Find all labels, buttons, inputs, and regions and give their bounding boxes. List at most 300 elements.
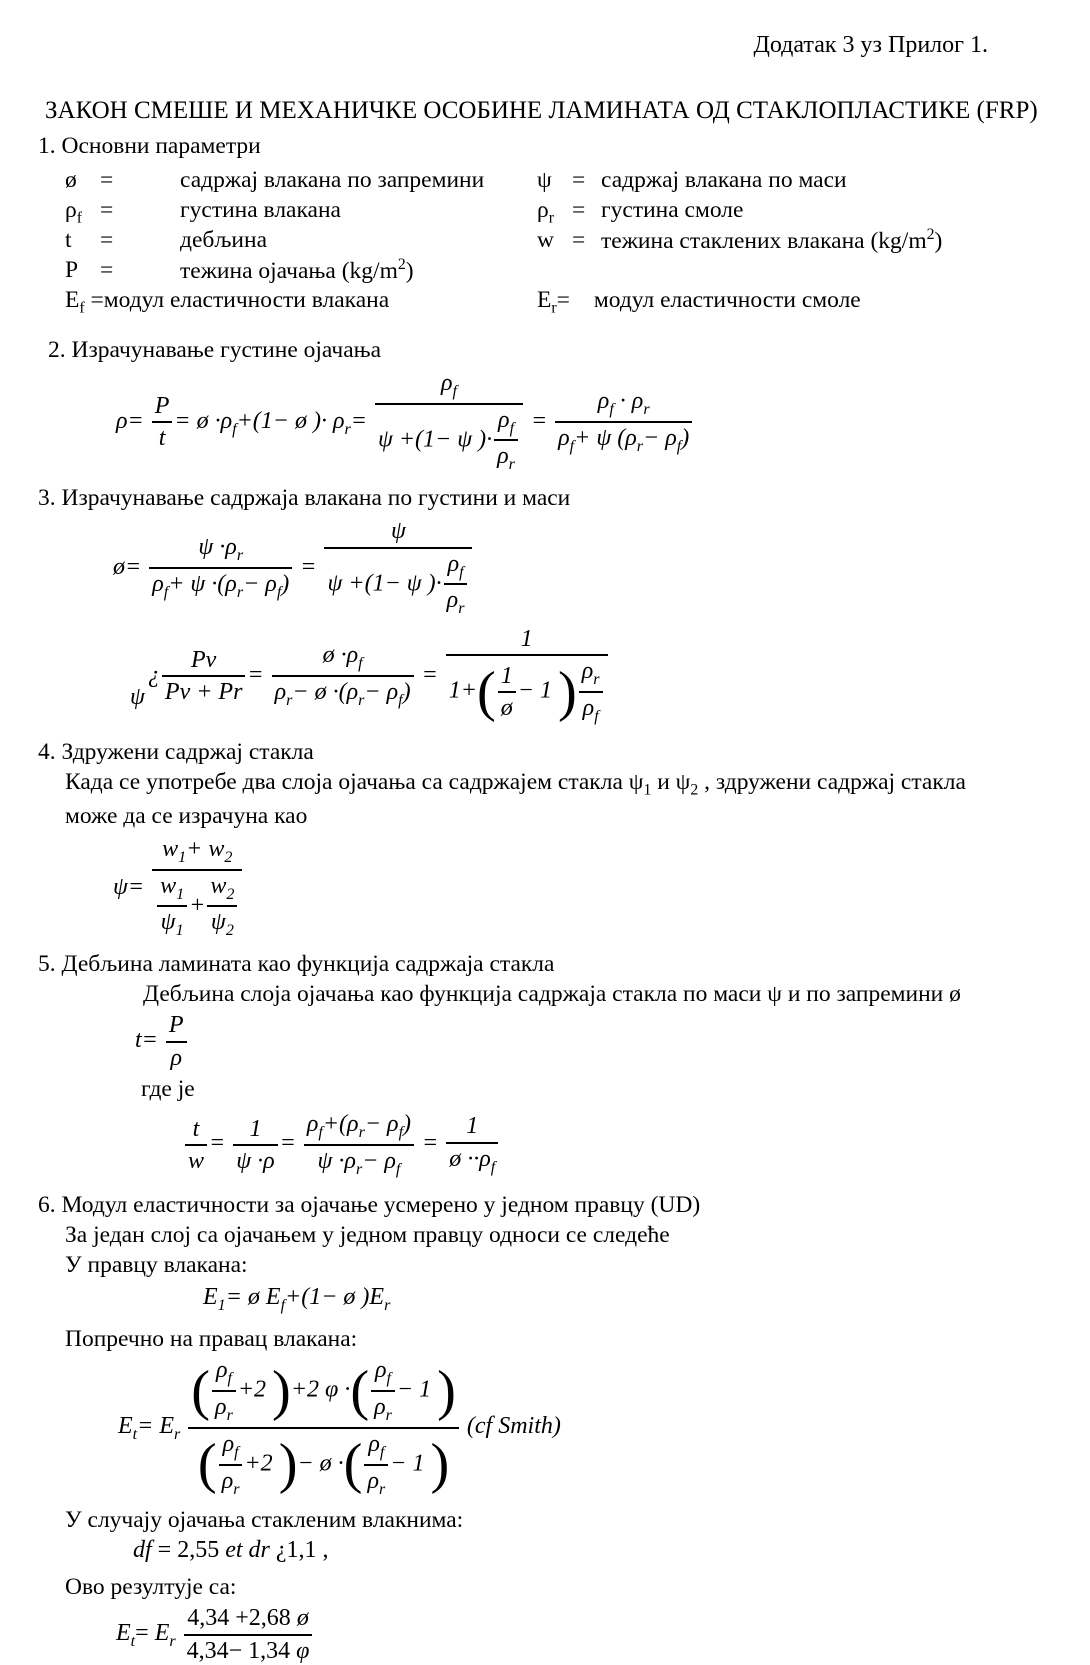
math-subscript: f: [318, 1123, 323, 1141]
math-token: ρ: [440, 369, 453, 396]
paragraph: [65, 767, 1050, 801]
fraction: [205, 872, 239, 942]
denominator: Pv + Pr: [162, 675, 246, 706]
param-equals: =: [572, 166, 586, 193]
where-text: где је: [141, 1076, 195, 1103]
param-symbol: [65, 195, 100, 225]
param-symbol-subscript: f: [79, 299, 85, 317]
math-subscript: r: [169, 1632, 176, 1650]
math-token: ): [681, 425, 690, 452]
param-symbol-subscript: r: [548, 209, 554, 227]
param-symbol-text: E: [537, 286, 552, 313]
param-row: [38, 195, 1050, 225]
math-subscript: t: [132, 1426, 138, 1444]
param-description-superscript: 2: [926, 225, 935, 243]
right-paren: ): [272, 1359, 291, 1422]
param-symbol-text: ρ: [65, 196, 77, 223]
math-token: + ψ ·(ρ: [168, 571, 237, 598]
math-token: = 2,55: [151, 1537, 226, 1564]
math-token: − 1: [517, 677, 558, 704]
math-token: ψ: [160, 909, 176, 936]
math-token: − ρ: [362, 1147, 396, 1174]
math-token: ψ +(1− ψ )·: [377, 425, 493, 452]
math-token: − ρ: [364, 1111, 399, 1138]
math-token: ρ: [597, 388, 610, 415]
math-subscript: f: [509, 419, 515, 437]
math-token: =: [247, 661, 270, 688]
math-token: ρ: [447, 550, 460, 577]
math-subscript: r: [378, 1480, 386, 1498]
math-subscript: r: [508, 456, 515, 474]
numerator: Pv: [191, 646, 217, 673]
math-subscript: f: [398, 1123, 404, 1141]
param-description: густина смоле: [601, 196, 744, 223]
math-token: = ø ·ρ: [174, 407, 233, 434]
formula-thickness-per-weight: [183, 1110, 1050, 1180]
math-token: +(1− ø )· ρ: [236, 407, 345, 434]
numerator: 1: [466, 1113, 479, 1140]
math-token: =: [209, 1130, 232, 1157]
param-equals: =: [100, 226, 114, 253]
numerator: ψ: [391, 518, 406, 545]
math-subscript: 2: [224, 848, 233, 866]
math-subscript: f: [398, 691, 403, 709]
formula-density: [116, 369, 1050, 475]
math-token: + w: [186, 835, 225, 862]
param-symbol: [537, 285, 570, 315]
fraction: [496, 662, 518, 723]
denominator: [219, 1464, 243, 1500]
math-token: et dr: [225, 1537, 270, 1564]
numerator: [207, 872, 237, 906]
math-token: − 1: [390, 1450, 431, 1477]
math-subscript: f: [276, 583, 282, 601]
math-expression: [118, 1357, 561, 1498]
numerator: [579, 657, 603, 691]
param-description: дебљина: [180, 226, 268, 253]
math-token: ρ: [446, 587, 459, 614]
param-symbol: w: [537, 226, 554, 253]
text-subscript: 1: [643, 781, 652, 799]
math-token: · ρ: [613, 388, 644, 415]
math-subscript: f: [227, 1370, 232, 1388]
math-token: 4,34− 1,34: [186, 1637, 297, 1664]
denominator: w: [185, 1144, 207, 1175]
math-token: ψ: [210, 909, 226, 936]
math-token: w: [162, 835, 179, 862]
math-token: ρ: [582, 695, 595, 722]
math-subscript: t: [130, 1632, 136, 1650]
math-token: w: [160, 872, 177, 899]
section-1-heading: 1. Основни параметри: [38, 132, 261, 159]
math-token: + ψ (ρ: [574, 425, 637, 452]
math-token: − ρ: [643, 425, 677, 452]
math-token: − 1: [396, 1376, 438, 1403]
formula-combined-glass-content: [113, 835, 1050, 941]
math-token: ø ·ρ: [322, 642, 359, 669]
param-equals: =: [100, 196, 114, 223]
math-token: φ: [296, 1637, 310, 1664]
param-description-text: тежина стаклених влакана (kg/m: [601, 227, 927, 254]
math-subscript: r: [344, 420, 351, 438]
text-subscript: 2: [690, 781, 699, 799]
fraction: [147, 533, 294, 603]
math-token: =: [135, 1620, 155, 1647]
fraction: [164, 1011, 189, 1072]
fraction: [302, 1110, 416, 1180]
math-subscript: f: [386, 1370, 391, 1388]
math-token: − ρ: [243, 571, 277, 598]
denominator: ø: [498, 691, 516, 722]
math-token: ρ=: [116, 407, 150, 434]
param-symbol-text: E: [65, 286, 80, 313]
math-subscript: 2: [226, 885, 235, 903]
math-subscript: f: [609, 401, 614, 419]
fraction: [186, 1356, 461, 1499]
math-subscript: r: [385, 1406, 392, 1424]
math-token: ø ··ρ: [449, 1145, 491, 1172]
math-token: ρ: [374, 1394, 386, 1421]
math-token: ¿1,1 ,: [269, 1537, 329, 1564]
math-token: E: [118, 1413, 133, 1440]
math-token: +2: [237, 1376, 273, 1403]
math-subscript: 1: [178, 848, 187, 866]
numerator: [272, 641, 414, 675]
param-left: [38, 225, 537, 255]
param-equals: =: [84, 286, 104, 313]
math-subscript: r: [236, 583, 244, 601]
math-token: ψ ·ρ: [198, 534, 237, 561]
math-subscript: 1: [176, 885, 185, 903]
left-paren: (: [343, 1433, 363, 1496]
math-token: ρ: [374, 1357, 387, 1384]
denominator: [157, 905, 187, 941]
numerator: P: [168, 1012, 184, 1039]
math-subscript: r: [233, 1480, 240, 1498]
param-symbol: P: [65, 256, 79, 283]
param-right: [537, 195, 1050, 225]
fraction: [553, 387, 694, 457]
math-token: = ø E: [225, 1283, 281, 1310]
math-expression: [203, 1283, 391, 1314]
section-3-heading: 3. Израчунавање садржаја влакана по густини и маси: [38, 485, 571, 512]
fraction: [270, 641, 416, 711]
formula-fiber-content-volume: [113, 517, 1050, 619]
numerator: [219, 1430, 243, 1464]
numerator: [152, 835, 242, 869]
math-subscript: r: [358, 1123, 365, 1141]
math-token: w: [210, 872, 227, 899]
math-token: E: [154, 1620, 170, 1647]
paragraph: За један слој са ојачањем у једном правцу односи се следеће: [65, 1221, 670, 1248]
math-token: E: [203, 1283, 218, 1310]
math-token: ρ: [222, 1430, 235, 1457]
math-token: ρ: [215, 1357, 228, 1384]
math-subscript: f: [676, 437, 682, 455]
param-description-end: ): [934, 227, 943, 254]
math-subscript: f: [459, 563, 464, 581]
math-token: ø: [296, 1605, 309, 1632]
page-title: ЗАКОН СМЕШЕ И МЕХАНИЧКЕ ОСОБИНЕ ЛАМИНАТА ОД СТАКЛОПЛАСТИКЕ (FRP): [45, 96, 1038, 124]
numerator: [555, 387, 692, 421]
param-row: [38, 165, 1050, 195]
math-token: ): [403, 1111, 412, 1138]
math-subscript: 1: [175, 922, 184, 940]
numerator: [184, 1604, 313, 1633]
math-token: df: [133, 1537, 152, 1564]
right-paren: ): [430, 1433, 450, 1496]
math-subscript: r: [286, 691, 293, 709]
math-expression: [133, 1537, 329, 1563]
fraction: [150, 392, 175, 453]
fraction: [492, 406, 520, 476]
param-equals: =: [100, 256, 114, 283]
fraction: [362, 1430, 390, 1500]
math-token: ø=: [113, 553, 148, 580]
math-subscript: f: [594, 707, 599, 725]
denominator: [375, 403, 523, 476]
param-symbol-subscript: r: [551, 299, 557, 317]
formula-e1: [203, 1282, 1050, 1316]
math-token: +: [189, 891, 206, 918]
math-token: ): [402, 679, 411, 706]
param-description: [180, 255, 414, 285]
math-subscript: f: [163, 583, 169, 601]
math-token: ψ ·ρ: [317, 1147, 356, 1174]
section-4-heading: 4. Здружени садржај стакла: [38, 738, 314, 765]
right-paren: ): [557, 660, 577, 723]
fraction: [577, 657, 605, 727]
text-run: Када се употребе два слоја ојачања са садржајем стакла ψ: [65, 769, 644, 796]
param-description: модул еластичности влакана: [103, 286, 390, 313]
math-subscript: r: [355, 1160, 363, 1178]
fraction: [322, 517, 474, 619]
denominator: [212, 1390, 236, 1426]
math-token: ¿: [147, 661, 160, 688]
param-right: [537, 225, 1050, 255]
param-description: садржај влакана по запремини: [180, 166, 485, 193]
param-row: [38, 255, 1050, 285]
param-symbol-subscript: f: [76, 209, 82, 227]
param-description: садржај влакана по маси: [601, 166, 847, 193]
math-subscript: f: [232, 420, 237, 438]
math-token: ρ: [215, 1394, 227, 1421]
paragraph: У правцу влакана:: [65, 1251, 248, 1278]
section-2-heading: 2. Израчунавање густине ојачања: [48, 336, 382, 363]
math-token: ρ: [368, 1430, 380, 1457]
math-subscript: f: [379, 1443, 385, 1461]
param-description: густина влакана: [180, 196, 341, 223]
param-left: [38, 285, 537, 315]
math-subscript: r: [174, 1426, 181, 1444]
denominator: [555, 421, 692, 457]
denominator: ψ ·ρ: [233, 1144, 277, 1175]
left-paren: (: [477, 660, 496, 723]
formula-thickness: [135, 1011, 1050, 1072]
param-symbol: ø: [65, 166, 77, 193]
denominator: [272, 675, 414, 711]
denominator: [188, 1427, 459, 1500]
right-paren: ): [437, 1359, 456, 1422]
numerator: [304, 1110, 414, 1144]
denominator: [494, 439, 518, 475]
denominator: [364, 1464, 388, 1500]
math-token: 1+: [448, 677, 477, 704]
math-token: =: [421, 661, 444, 688]
math-subscript: r: [236, 547, 244, 565]
math-token: 4,34 +2,68: [187, 1605, 297, 1632]
math-token: =: [300, 553, 323, 580]
fraction: [231, 1115, 279, 1176]
numerator: t: [192, 1115, 200, 1142]
param-symbol-text: ρ: [537, 196, 549, 223]
param-equals: =: [572, 196, 586, 223]
section-5-heading: 5. Дебљина ламината као функција садржаја стакла: [38, 951, 555, 978]
math-token: t=: [135, 1027, 164, 1054]
math-subscript: f: [234, 1443, 239, 1461]
numerator: 1: [520, 626, 533, 653]
math-token: ρ: [367, 1467, 379, 1494]
text-run: и ψ: [651, 769, 691, 796]
param-symbol: [65, 285, 104, 315]
numerator: [212, 1356, 236, 1390]
denominator: [149, 567, 292, 603]
param-equals: =: [556, 286, 570, 313]
math-token: ψ: [130, 684, 145, 711]
numerator: [157, 872, 187, 906]
math-token: ρ: [221, 1467, 234, 1494]
fraction: [160, 646, 248, 707]
param-left: [38, 165, 537, 195]
math-subscript: r: [593, 671, 600, 689]
param-description-superscript: 2: [397, 255, 406, 273]
left-paren: (: [191, 1359, 211, 1422]
numerator: [375, 369, 523, 403]
fraction: [183, 1115, 209, 1176]
formula-et-smith: [118, 1356, 1050, 1499]
math-subscript: f: [490, 1158, 496, 1176]
math-token: − ø ·: [297, 1450, 344, 1477]
formula-et-result: [116, 1604, 1050, 1665]
param-equals: =: [572, 226, 586, 253]
denominator: [371, 1390, 395, 1426]
param-row: [38, 285, 1050, 315]
math-expression: [116, 1605, 314, 1664]
param-description: [601, 225, 942, 255]
denominator: [446, 1142, 498, 1178]
fraction: [210, 1356, 238, 1426]
math-token: +(1− ø )E: [285, 1283, 385, 1310]
math-subscript: f: [280, 1296, 286, 1314]
denominator: [579, 691, 603, 727]
math-subscript: r: [226, 1406, 233, 1424]
paragraph: Ово резултује са:: [65, 1574, 237, 1601]
param-symbol: ψ: [537, 166, 552, 193]
math-subscript: f: [569, 437, 575, 455]
section-6-heading: 6. Модул еластичности за ојачање усмерено у једном правцу (UD): [38, 1191, 701, 1218]
math-token: +(ρ: [322, 1111, 359, 1138]
denominator: [446, 654, 608, 727]
numerator: [188, 1356, 459, 1427]
numerator: P: [154, 392, 170, 419]
fraction: [444, 625, 610, 727]
fraction: [442, 550, 470, 620]
math-token: E: [116, 1620, 131, 1647]
denominator: [152, 869, 242, 942]
math-token: − ø ·(ρ: [292, 679, 359, 706]
param-right: [537, 165, 1050, 195]
numerator: 1: [249, 1115, 262, 1142]
numerator: 1: [500, 662, 513, 689]
math-expression: [113, 835, 244, 940]
math-subscript: r: [643, 401, 650, 419]
param-equals: =: [100, 166, 114, 193]
formula-df: [133, 1535, 1050, 1566]
math-token: =: [350, 407, 373, 434]
formula-fiber-content-mass: [130, 625, 1050, 727]
denominator: t: [152, 421, 173, 452]
left-paren: (: [350, 1359, 370, 1422]
math-expression: [135, 1012, 189, 1071]
math-token: (cf Smith): [466, 1413, 561, 1440]
math-token: ρ: [498, 406, 510, 433]
param-description-end: ): [405, 257, 414, 284]
math-token: =: [279, 1130, 302, 1157]
math-subscript: f: [358, 655, 363, 673]
numerator: [494, 406, 518, 440]
param-row: [38, 225, 1050, 255]
fraction: [444, 1112, 500, 1177]
math-token: ): [281, 571, 290, 598]
math-token: ρ: [558, 425, 570, 452]
math-token: =: [422, 1130, 445, 1157]
denominator: [444, 583, 468, 619]
numerator: [371, 1356, 395, 1390]
math-subscript: r: [358, 691, 365, 709]
header-right: Додатак 3 уз Прилог 1.: [753, 32, 988, 58]
math-subscript: f: [395, 1160, 401, 1178]
math-token: +2 φ ·: [290, 1376, 351, 1403]
right-paren: ): [278, 1433, 298, 1496]
text-run: , здружени садржај стакла: [698, 769, 966, 796]
math-token: − ρ: [364, 679, 399, 706]
denominator: [207, 905, 237, 941]
param-right-empty: [537, 255, 1050, 285]
paragraph: Дебљина слоја ојачања као функција садржаја стакла по маси ψ и по запремини ø: [143, 981, 961, 1008]
math-token: ρ: [152, 571, 164, 598]
math-token: ρ: [306, 1111, 319, 1138]
param-left: [38, 255, 537, 285]
math-subscript: f: [452, 382, 457, 400]
math-token: = E: [137, 1413, 174, 1440]
left-paren: (: [197, 1433, 217, 1496]
fraction: [150, 835, 244, 941]
math-subscript: r: [384, 1296, 391, 1314]
math-token: =: [530, 407, 554, 434]
param-right: [537, 285, 1050, 315]
denominator: [184, 1634, 313, 1665]
parameters-list: [38, 165, 1050, 315]
math-subscript: 2: [225, 922, 234, 940]
fraction: [155, 872, 189, 942]
paragraph: Попречно на правац влакана:: [65, 1326, 358, 1353]
param-description: модул еластичности смоле: [593, 286, 861, 313]
denominator: ρ: [166, 1041, 187, 1072]
fraction: [182, 1604, 315, 1665]
fraction: [369, 1356, 397, 1426]
math-token: +2: [244, 1450, 279, 1477]
math-subscript: 1: [217, 1296, 226, 1314]
